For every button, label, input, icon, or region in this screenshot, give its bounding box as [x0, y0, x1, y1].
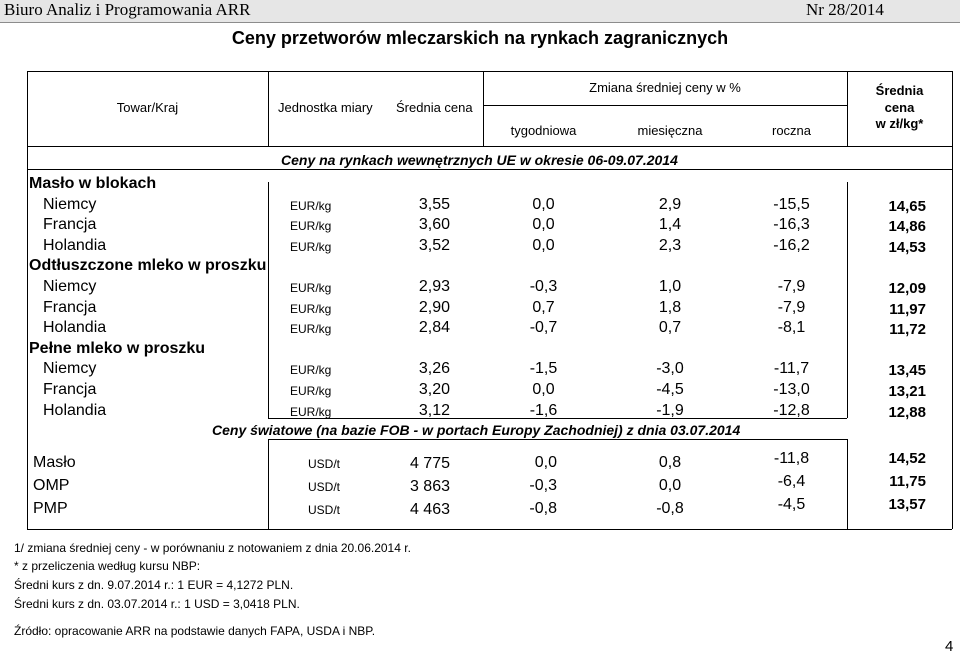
- unit: EUR/kg: [290, 404, 332, 419]
- col-header-monthly: miesięczna: [637, 123, 703, 138]
- section-title-eu: Ceny na rynkach wewnętrznych UE w okresie 06-09.07.2014: [281, 152, 678, 168]
- price-pln: 13,57: [888, 496, 926, 513]
- price-table: [0, 71, 960, 529]
- change-yearly: -4,5: [777, 496, 806, 513]
- footnote-change: 1/ zmiana średniej ceny - w porównaniu z notowaniem z dnia 20.06.2014 r.: [14, 541, 411, 555]
- change-monthly: -4,5: [656, 381, 684, 398]
- footnote-source: Źródło: opracowanie ARR na podstawie danych FAPA, USDA i NBP.: [14, 624, 376, 638]
- group-title: Odtłuszczone mleko w proszku: [29, 257, 267, 275]
- unit: EUR/kg: [290, 322, 332, 337]
- change-monthly: 0,0: [658, 477, 682, 494]
- avg-price: 3,60: [418, 216, 450, 234]
- col-header-pln-2: cena: [884, 100, 915, 115]
- header-bottom-line: [27, 146, 952, 147]
- col-header-weekly: tygodniowa: [510, 123, 577, 138]
- section-title-world: Ceny światowe (na bazie FOB - w portach Europy Zachodniej) z dnia 03.07.2014: [212, 422, 741, 438]
- table-border-bottom: [27, 529, 952, 530]
- change-yearly: -7,9: [777, 298, 806, 316]
- change-weekly: 0,0: [532, 216, 555, 234]
- world-product-name: PMP: [33, 500, 68, 517]
- change-yearly: -11,7: [773, 360, 810, 378]
- table-border-right: [952, 71, 953, 529]
- change-weekly: -0,3: [529, 278, 558, 295]
- world-product-name: Masło: [33, 454, 76, 471]
- country-name: Francja: [43, 298, 97, 316]
- avg-price: 2,93: [418, 278, 450, 295]
- document-header: [0, 0, 960, 23]
- page-title: Ceny przetworów mleczarskich na rynkach zagranicznych: [231, 28, 729, 48]
- change-yearly: -16,3: [773, 216, 810, 234]
- price-pln: 14,86: [888, 218, 926, 236]
- change-yearly: -16,2: [773, 236, 810, 254]
- unit: EUR/kg: [290, 198, 332, 213]
- country-name: Holandia: [43, 319, 107, 337]
- section-line: [268, 439, 847, 440]
- column-divider: [268, 439, 269, 529]
- change-yearly: -11,8: [773, 450, 810, 467]
- change-monthly: -3,0: [656, 360, 684, 378]
- col-header-product: Towar/Kraj: [116, 100, 179, 115]
- avg-price: 4 463: [409, 501, 450, 518]
- price-pln: 14,65: [888, 197, 926, 215]
- price-pln: 12,88: [888, 403, 926, 421]
- avg-price: 3,20: [418, 381, 450, 398]
- country-name: Niemcy: [43, 278, 97, 295]
- price-pln: 12,09: [888, 280, 926, 297]
- footnote-usd-rate: Średni kurs z dn. 03.07.2014 r.: 1 USD = 3,0418 PLN.: [14, 597, 300, 611]
- change-monthly: 1,0: [658, 278, 682, 295]
- change-weekly: -1,6: [529, 401, 558, 419]
- price-pln: 11,72: [889, 321, 926, 339]
- change-weekly: 0,7: [532, 298, 555, 316]
- price-pln: 13,21: [888, 383, 926, 400]
- group-title: Masło w blokach: [29, 175, 157, 192]
- change-weekly: -0,8: [529, 500, 557, 517]
- change-yearly: -7,9: [777, 278, 806, 295]
- avg-price: 3 863: [409, 478, 450, 495]
- unit: USD/t: [308, 503, 341, 517]
- price-pln: 14,53: [888, 238, 926, 256]
- unit: EUR/kg: [290, 219, 332, 234]
- change-weekly: 0,0: [532, 236, 555, 254]
- change-weekly: -0,7: [529, 319, 558, 337]
- change-weekly: 0,0: [532, 381, 555, 398]
- change-monthly: 0,8: [658, 454, 682, 471]
- change-yearly: -15,5: [773, 195, 810, 213]
- avg-price: 2,90: [418, 298, 450, 316]
- col-header-yearly: roczna: [771, 123, 812, 138]
- col-header-unit: Jednostka miary: [278, 100, 373, 115]
- change-monthly: 1,8: [658, 298, 682, 316]
- unit: EUR/kg: [290, 301, 332, 316]
- avg-price: 3,55: [418, 195, 450, 213]
- unit: USD/t: [308, 480, 341, 494]
- header-left-text: Biuro Analiz i Programowania ARR: [4, 0, 251, 19]
- country-name: Francja: [43, 381, 97, 398]
- avg-price: 2,84: [418, 319, 450, 337]
- change-monthly: 0,7: [658, 319, 682, 337]
- col-header-avg-price: Średnia cena: [396, 100, 473, 115]
- page-number: 4: [945, 638, 954, 655]
- unit: EUR/kg: [290, 239, 332, 254]
- change-weekly: -0,3: [529, 477, 557, 494]
- footnote-eur-rate: Średni kurs z dn. 9.07.2014 r.: 1 EUR = 4,1272 PLN.: [14, 578, 294, 592]
- unit: EUR/kg: [290, 363, 332, 378]
- footnote-nbp: * z przeliczenia według kursu NBP:: [14, 559, 201, 573]
- country-name: Niemcy: [43, 360, 97, 378]
- avg-price: 4 775: [409, 455, 450, 472]
- country-name: Holandia: [43, 401, 107, 419]
- table-border-left: [27, 71, 28, 529]
- price-pln: 14,52: [888, 450, 926, 467]
- country-name: Niemcy: [43, 195, 97, 213]
- avg-price: 3,26: [418, 360, 450, 378]
- header-divider: [483, 105, 847, 106]
- price-pln: 13,45: [888, 362, 926, 380]
- change-monthly: 2,3: [658, 236, 682, 254]
- unit: EUR/kg: [290, 384, 332, 398]
- price-pln: 11,97: [889, 300, 926, 318]
- change-weekly: -1,5: [529, 360, 558, 378]
- unit: USD/t: [308, 457, 341, 471]
- change-weekly: 0,0: [534, 454, 557, 471]
- column-divider: [268, 182, 269, 418]
- unit: EUR/kg: [290, 281, 332, 295]
- change-yearly: -8,1: [777, 319, 806, 337]
- table-border-top: [27, 71, 952, 72]
- header-right-text: Nr 28/2014: [806, 0, 884, 19]
- world-product-name: OMP: [33, 477, 70, 494]
- change-monthly: -0,8: [656, 500, 684, 517]
- change-yearly: -13,0: [773, 381, 810, 398]
- change-monthly: 1,4: [658, 216, 682, 234]
- avg-price: 3,12: [418, 401, 450, 419]
- change-yearly: -12,8: [773, 401, 810, 419]
- change-monthly: 2,9: [658, 195, 682, 213]
- change-yearly: -6,4: [777, 473, 806, 490]
- country-name: Holandia: [43, 236, 107, 254]
- col-header-pln-3: w zł/kg*: [875, 116, 924, 131]
- avg-price: 3,52: [418, 236, 450, 254]
- country-name: Francja: [43, 216, 97, 234]
- header-divider: [268, 71, 269, 146]
- price-pln: 11,75: [889, 473, 926, 490]
- change-monthly: -1,9: [656, 401, 684, 419]
- change-weekly: 0,0: [532, 195, 555, 213]
- col-header-pln-1: Średnia: [875, 83, 924, 98]
- group-title: Pełne mleko w proszku: [29, 339, 206, 357]
- col-header-change: Zmiana średniej ceny w %: [589, 80, 741, 95]
- section-line: [27, 169, 952, 170]
